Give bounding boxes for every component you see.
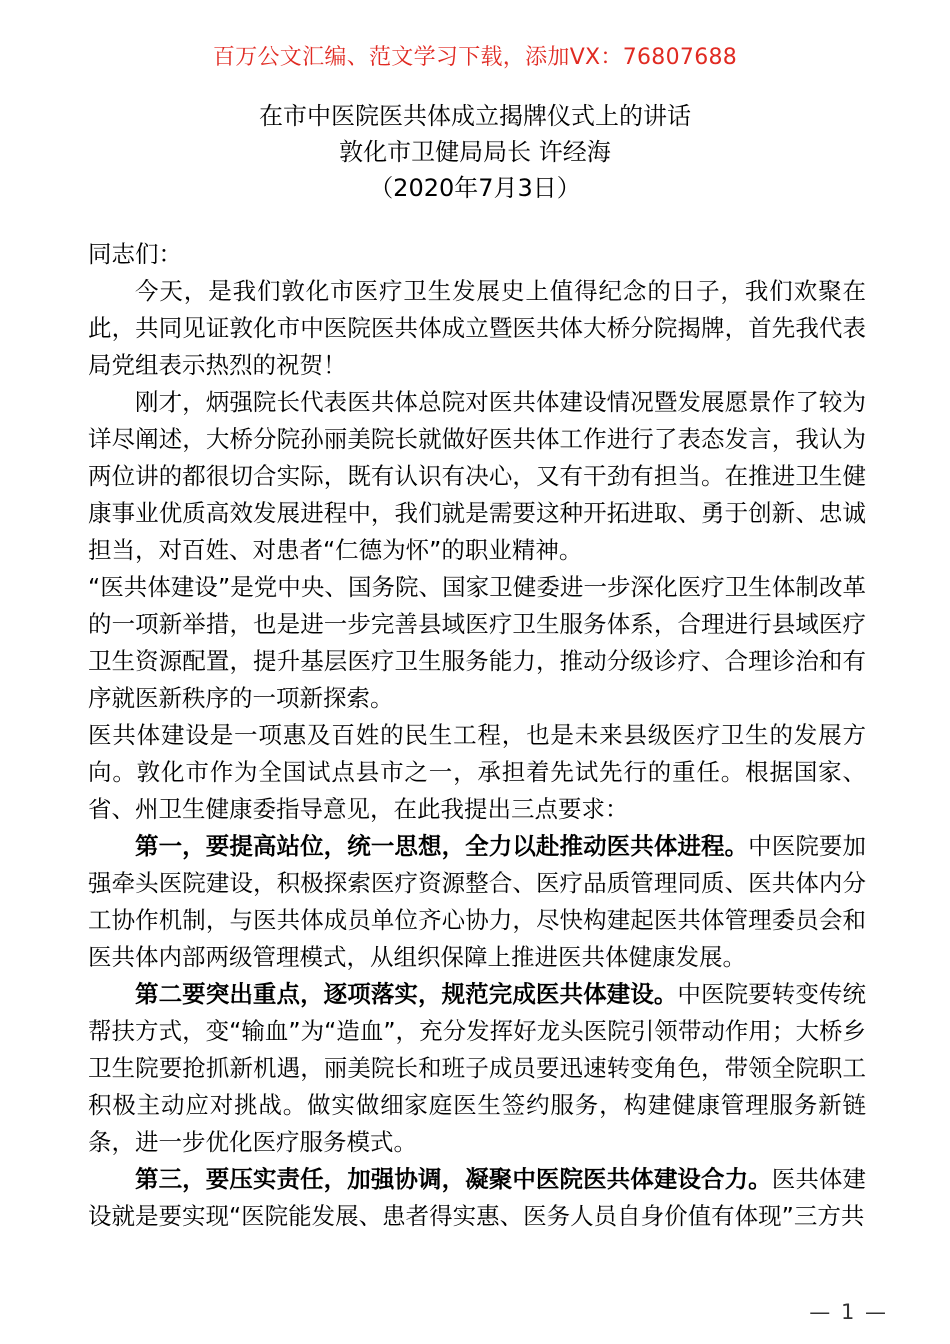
numbered-point-body: 中医院要转变传统帮扶方式，变“输血”为“造血”，充分发挥好龙头医院引领带动作用；大桥乡卫生院要抢抓新机遇，丽美院长和班子成员要迅速转变角色，带领全院职工积极主动应对挑战。做实做细家庭医生签约服务，构建健康管理服务新链条，进一步优化医疗服务模式。 xyxy=(88,980,867,1156)
numbered-point-body: 中医院要加强牵头医院建设，积极探索医疗资源整合、医疗品质管理同质、医共体内分工协作机制，与医共体成员单位齐心协力，尽快构建起医共体管理委员会和医共体内部两级管理模式，从组织保障上推进医共体健康发展。 xyxy=(88,832,867,971)
salutation: 同志们： xyxy=(88,240,182,268)
page-number: — 1 — xyxy=(809,1300,888,1324)
document-author-line: 敦化市卫健局局长 许经海 xyxy=(339,138,611,166)
numbered-point xyxy=(88,1161,866,1235)
page-title: 在市中医院医共体成立揭牌仪式上的讲话 xyxy=(259,102,691,130)
numbered-point-lead: 第三，要压实责任，加强协调，凝聚中医院医共体建设合力。 xyxy=(135,1165,772,1193)
paragraph: 刚才，炳强院长代表医共体总院对医共体建设情况暨发展愿景作了较为详尽阐述，大桥分院孙丽美院长就做好医共体工作进行了表态发言，我认为两位讲的都很切合实际，既有认识有决心，又有干劲有担当。在推进卫生健康事业优质高效发展进程中，我们就是需要这种开拓进取、勇于创新、忠诚担当，对百姓、对患者“仁德为怀”的职业精神。 xyxy=(88,388,866,564)
promo-banner-text: 百万公文汇编、范文学习下载，添加VX：76807688 xyxy=(212,45,738,70)
paragraph: “医共体建设”是党中央、国务院、国家卫健委进一步深化医疗卫生体制改革的一项新举措，也是进一步完善县域医疗卫生服务体系，合理进行县域医疗卫生资源配置，提升基层医疗卫生服务能力，推动分级诊疗、合理诊治和有序就医新秩序的一项新探索。 xyxy=(88,573,866,712)
numbered-point xyxy=(88,976,866,1161)
document-date: （2020年7月3日） xyxy=(369,174,581,202)
paragraph: 医共体建设是一项惠及百姓的民生工程，也是未来县级医疗卫生的发展方向。敦化市作为全国试点县市之一，承担着先试先行的重任。根据国家、省、州卫生健康委指导意见，在此我提出三点要求： xyxy=(88,721,866,823)
numbered-point-lead: 第二要突出重点，逐项落实，规范完成医共体建设。 xyxy=(135,980,678,1008)
numbered-point-body: 医共体建设就是要实现“医院能发展、患者得实惠、医务人员自身价值有体现”三方共 xyxy=(88,1165,867,1230)
document-title-block xyxy=(0,98,950,206)
document-body xyxy=(88,236,866,1235)
numbered-point xyxy=(88,828,866,976)
numbered-point-lead: 第一，要提高站位，统一思想，全力以赴推动医共体进程。 xyxy=(135,832,749,860)
paragraph: 今天，是我们敦化市医疗卫生发展史上值得纪念的日子，我们欢聚在此，共同见证敦化市中医院医共体成立暨医共体大桥分院揭牌，首先我代表局党组表示热烈的祝贺！ xyxy=(88,277,866,379)
